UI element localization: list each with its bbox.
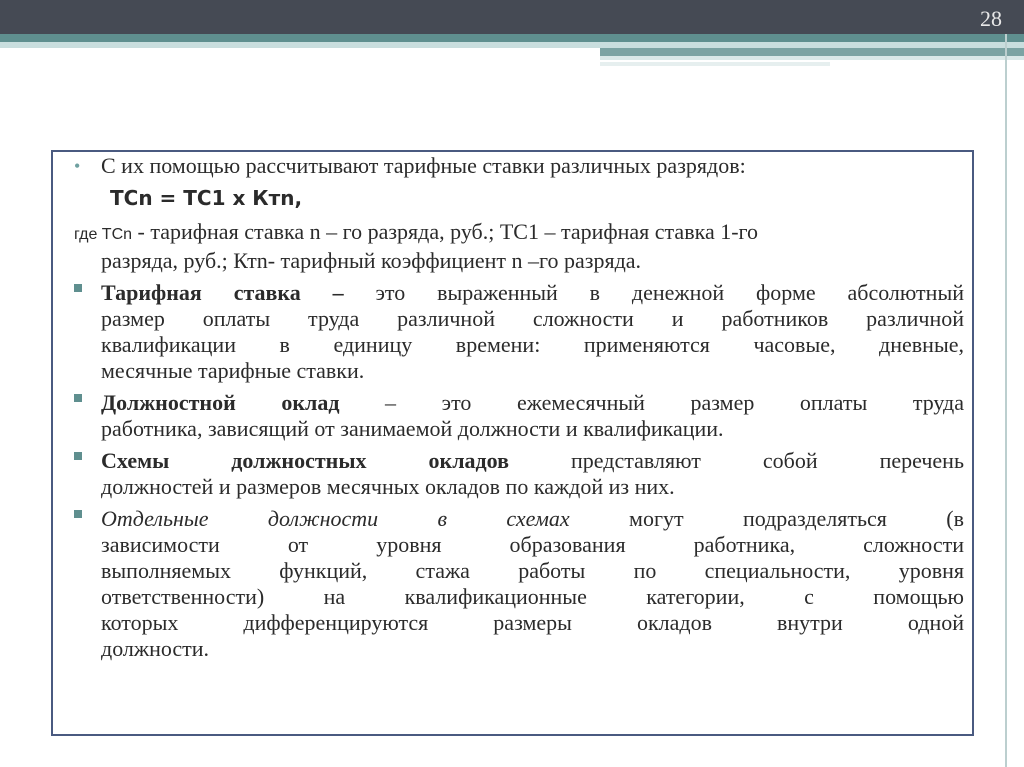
list-item [74,390,964,442]
item-line: которых дифференцируются размеры окладов внутри одной [101,610,964,635]
list-item [74,448,964,500]
list-item [74,280,964,384]
square-bullet-icon [74,284,82,292]
square-bullet-icon [74,394,82,402]
accent-stripe-right [600,48,1024,56]
item-line: выполняемых функций, стажа работы по специальности, уровня [101,558,964,583]
item-term: Тарифная ставка – [101,280,344,305]
bullet-dot-icon: • [74,156,81,176]
accent-stripe-right-light [600,56,1024,60]
where-line1: - тарифная ставка n – го разряда, руб.; ТС1 – тарифная ставка 1-го [132,219,759,244]
right-border-line [1005,34,1007,767]
item-line: могут подразделяться (в [569,506,964,531]
list-item [74,506,964,662]
item-line: должностей и размеров месячных окладов по каждой из них. [101,474,675,499]
formula: ТСn = ТС1 х Ктn, [110,186,303,210]
square-bullet-icon [74,452,82,460]
item-line: – это ежемесячный размер оплаты труда [339,390,964,415]
item-line: должности. [101,636,210,661]
square-bullet-icon [74,510,82,518]
intro-text: С их помощью рассчитывают тарифные ставки различных разрядов: [101,153,746,178]
slide-content [74,153,964,662]
item-term: Схемы должностных окладов [101,448,510,473]
item-line: ответственности) на квалификационные категории, с помощью [101,584,964,609]
title-bar [0,0,1024,34]
item-line: это выраженный в денежной форме абсолютный [343,280,964,305]
item-line: зависимости от уровня образования работника, сложности [101,532,964,557]
formula-explanation [74,219,964,248]
slide-number: 28 [980,6,1002,31]
item-line: размер оплаты труда различной сложности и работников различной [101,306,964,331]
item-term: Должностной оклад [101,390,340,415]
where-line2: разряда, руб.; Ктn- тарифный коэффициент n –го разряда. [101,248,642,273]
item-line: представляют собой перечень [509,448,964,473]
accent-stripe [0,34,1024,42]
item-line: квалификации в единицу времени: применяются часовые, дневные, [101,332,964,357]
where-prefix: где ТСn [74,226,133,243]
intro-bullet [74,153,964,179]
accent-stripe-right-thin [600,62,830,66]
item-term: Отдельные должности в схемах [101,506,570,531]
item-line: работника, зависящий от занимаемой должности и квалификации. [101,416,724,441]
item-line: месячные тарифные ставки. [101,358,365,383]
